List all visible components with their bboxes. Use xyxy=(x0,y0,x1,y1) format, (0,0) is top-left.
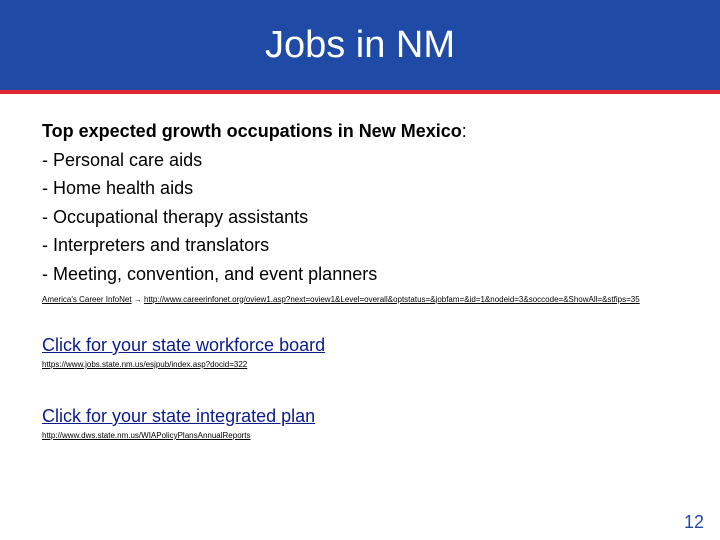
source-url-link[interactable]: http://www.careerinfonet.org/oview1.asp?next=oview1&Level=overall&optstatus=&jobfam=&id=1&nodeid=3&soccode=&ShowAll=&stfips=35 xyxy=(144,294,640,304)
arrow-right-icon: → xyxy=(133,294,142,304)
slide-title: Jobs in NM xyxy=(264,24,456,66)
growth-heading-colon: : xyxy=(461,121,467,141)
source-citation xyxy=(42,295,692,305)
source-name-link[interactable]: America's Career InfoNet xyxy=(42,294,132,304)
growth-heading xyxy=(42,117,692,146)
growth-section xyxy=(42,117,692,305)
occupation-item: - Personal care aids xyxy=(42,149,203,170)
growth-heading-text: Top expected growth occupations in New Mexico xyxy=(42,121,462,141)
plan-block xyxy=(42,404,315,441)
workforce-url-link[interactable]: https://www.jobs.state.nm.us/esjpub/index.asp?docid=322 xyxy=(42,360,248,369)
plan-url-link[interactable]: http://www.dws.state.nm.us/WIAPolicyPlansAnnualReports xyxy=(42,431,251,440)
workforce-board-link[interactable]: Click for your state workforce board xyxy=(42,335,326,355)
plan-url-line xyxy=(42,431,315,441)
workforce-block xyxy=(42,333,325,370)
workforce-url-line xyxy=(42,360,325,370)
title-bar xyxy=(0,0,720,94)
occupation-item: - Home health aids xyxy=(42,178,194,199)
occupation-item: - Occupational therapy assistants xyxy=(42,206,309,227)
page-number: 12 xyxy=(683,512,704,532)
occupation-item: - Meeting, convention, and event planners xyxy=(42,263,378,284)
integrated-plan-link[interactable]: Click for your state integrated plan xyxy=(42,406,316,426)
occupation-item: - Interpreters and translators xyxy=(42,235,270,256)
